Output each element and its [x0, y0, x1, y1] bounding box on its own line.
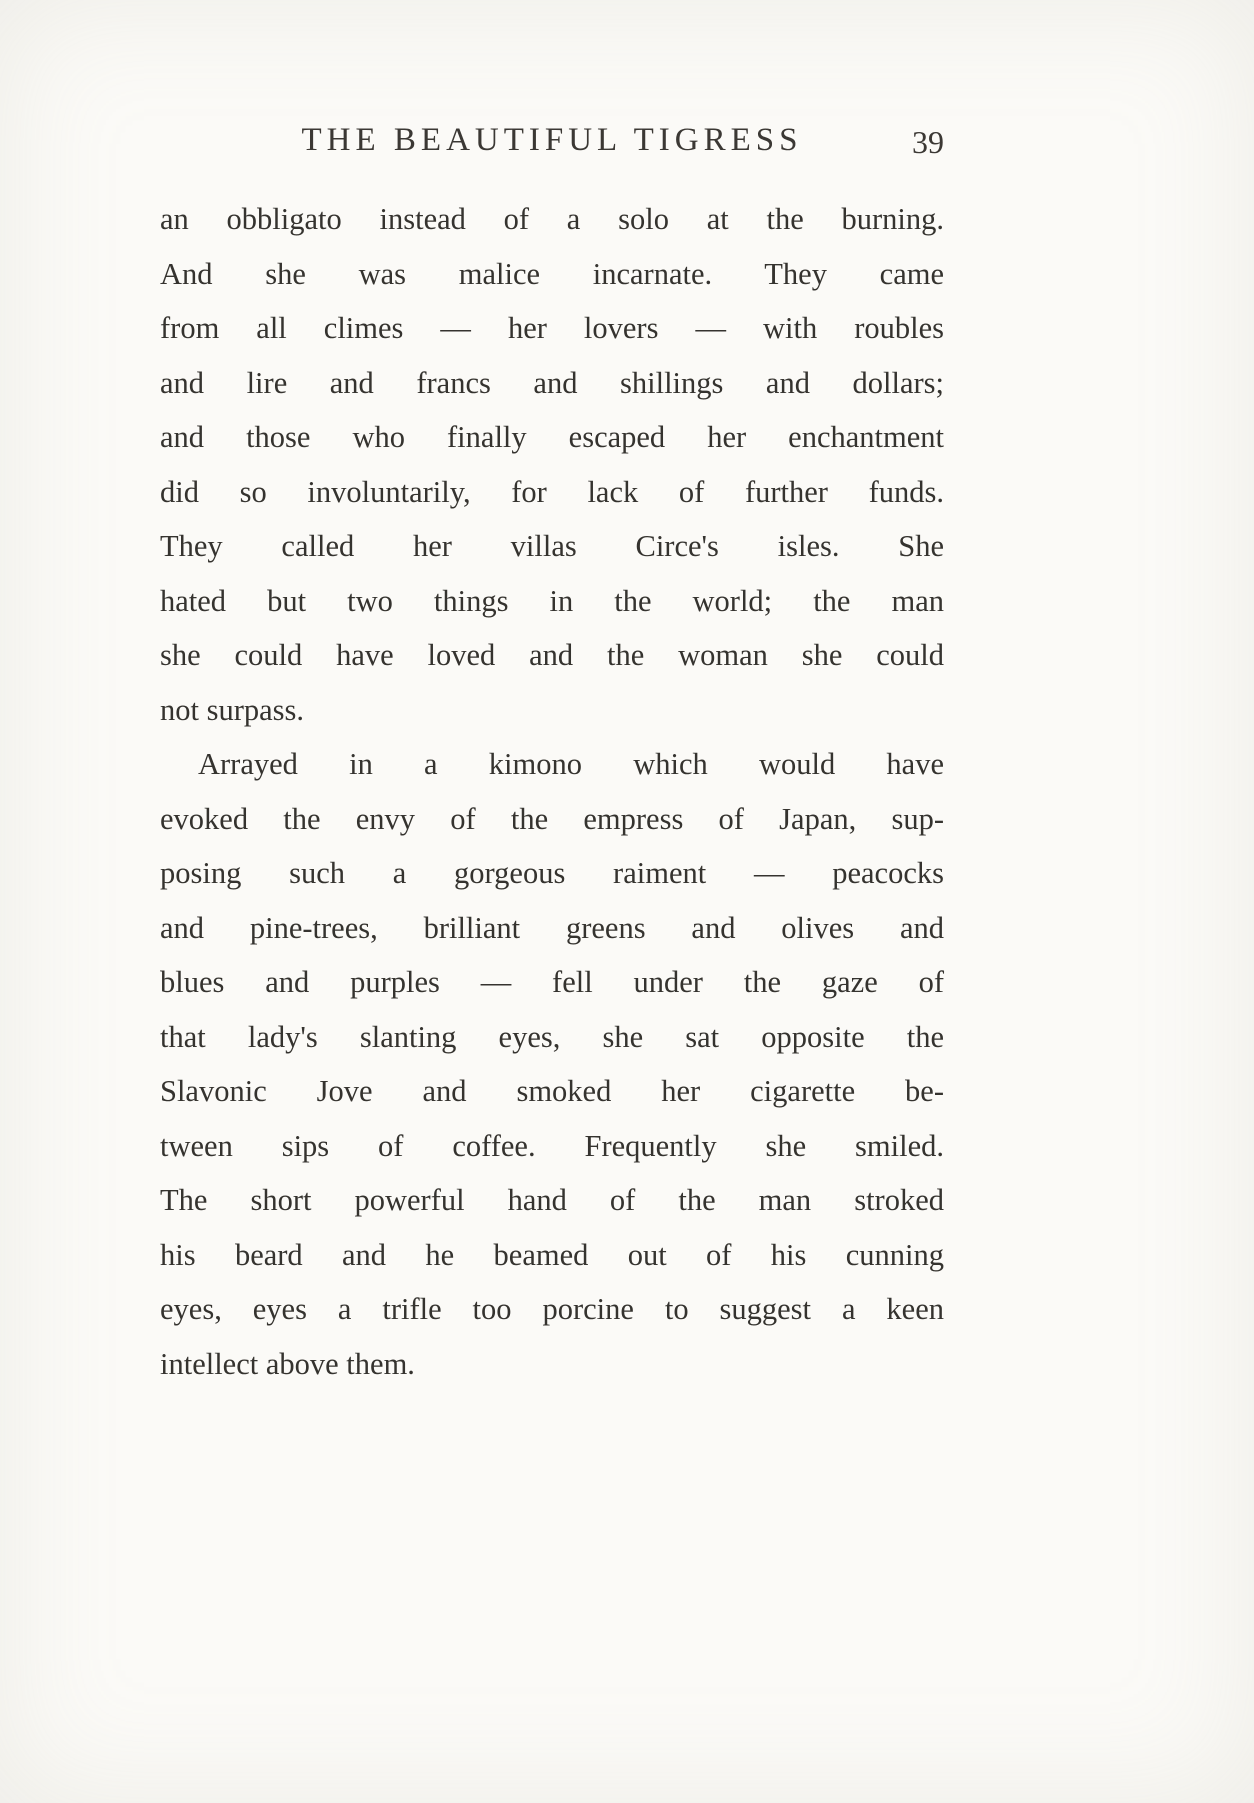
text-line: intellect above them. — [160, 1346, 415, 1381]
text-line: did so involuntarily, for lack of further funds. — [160, 474, 944, 509]
text-line: from all climes — her lovers — with roubles — [160, 311, 944, 345]
text-line: The short powerful hand of the man stroked — [160, 1183, 944, 1217]
text-line: evoked the envy of the empress of Japan, sup- — [160, 801, 944, 836]
text-line: she could have loved and the woman she could — [160, 638, 944, 672]
text-line: hated but two things in the world; the man — [160, 583, 944, 618]
text-line: an obbligato instead of a solo at the burning. — [160, 202, 944, 236]
text-line: his beard and he beamed out of his cunning — [160, 1237, 944, 1272]
book-page — [160, 122, 944, 1391]
text-line: and those who finally escaped her enchantment — [160, 420, 944, 454]
paragraph — [160, 192, 944, 737]
text-line: And she was malice incarnate. They came — [160, 256, 944, 291]
body-text — [160, 192, 944, 1391]
running-title: THE BEAUTIFUL TIGRESS — [301, 122, 803, 158]
text-line: posing such a gorgeous raiment — peacocks — [160, 856, 944, 890]
paragraph — [160, 737, 944, 1391]
text-line: tween sips of coffee. Frequently she smiled. — [160, 1128, 944, 1163]
text-line: and lire and francs and shillings and dollars; — [160, 365, 944, 400]
text-line: Slavonic Jove and smoked her cigarette be- — [160, 1074, 944, 1108]
text-line: Arrayed in a kimono which would have — [198, 747, 944, 781]
text-line: blues and purples — fell under the gaze of — [160, 965, 944, 999]
text-line: that lady's slanting eyes, she sat opposite the — [160, 1019, 944, 1054]
page-header — [160, 122, 944, 166]
text-line: not surpass. — [160, 692, 305, 727]
text-line: eyes, eyes a trifle too porcine to suggest a keen — [160, 1292, 944, 1326]
text-line: They called her villas Circe's isles. She — [160, 529, 944, 563]
text-line: and pine-trees, brilliant greens and olives and — [160, 910, 944, 945]
page-number: 39 — [912, 124, 944, 160]
